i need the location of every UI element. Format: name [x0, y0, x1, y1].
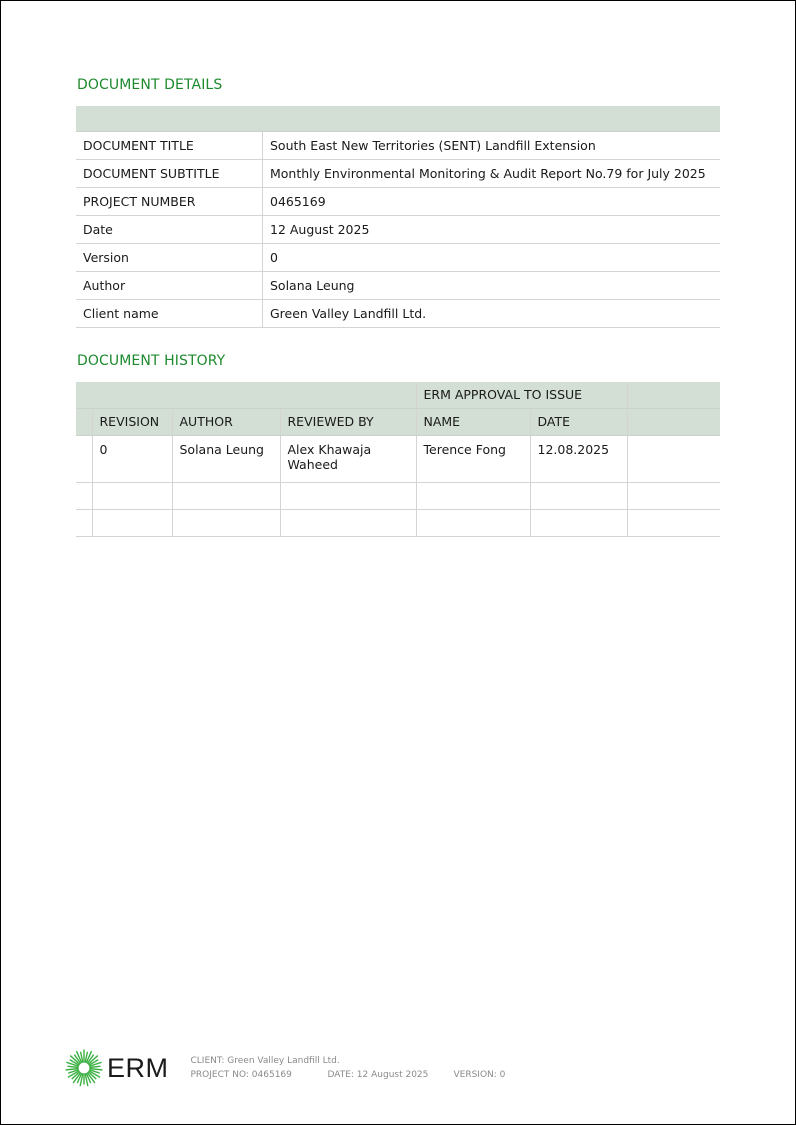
col-header-extra	[627, 409, 720, 436]
details-header-band	[76, 106, 720, 132]
col-header-reviewed-by: REVIEWED BY	[280, 409, 416, 436]
history-extra	[627, 483, 720, 510]
col-header-revision: REVISION	[92, 409, 172, 436]
history-column-header-row	[76, 409, 720, 436]
history-stub	[76, 436, 92, 483]
history-author: Solana Leung	[172, 436, 280, 483]
history-row	[76, 436, 720, 483]
details-row	[76, 216, 720, 244]
footer-info	[191, 1054, 506, 1082]
footer-date: DATE: 12 August 2025	[327, 1070, 429, 1080]
history-revision: 0	[92, 436, 172, 483]
details-row	[76, 272, 720, 300]
history-reviewed-by: Alex Khawaja Waheed	[280, 436, 416, 483]
details-row	[76, 244, 720, 272]
history-approver-name	[416, 510, 530, 537]
history-row	[76, 510, 720, 537]
page-footer	[65, 1049, 505, 1087]
history-group-empty	[627, 382, 720, 409]
details-value: 12 August 2025	[263, 216, 721, 244]
footer-project-no: PROJECT NO: 0465169	[190, 1070, 292, 1080]
history-revision	[92, 483, 172, 510]
details-row	[76, 160, 720, 188]
document-details-heading: DOCUMENT DETAILS	[77, 77, 223, 93]
details-value: Monthly Environmental Monitoring & Audit Report No.79 for July 2025	[263, 160, 721, 188]
history-author	[172, 483, 280, 510]
details-value: South East New Territories (SENT) Landfill Extension	[263, 132, 721, 160]
details-label: Version	[76, 244, 263, 272]
details-label: Date	[76, 216, 263, 244]
details-label: Author	[76, 272, 263, 300]
history-stub-header	[76, 409, 92, 436]
footer-client: CLIENT: Green Valley Landfill Ltd.	[190, 1056, 340, 1066]
col-header-author: AUTHOR	[172, 409, 280, 436]
history-row	[76, 483, 720, 510]
history-stub	[76, 483, 92, 510]
history-date	[530, 510, 627, 537]
details-label: DOCUMENT SUBTITLE	[76, 160, 263, 188]
erm-approval-header: ERM APPROVAL TO ISSUE	[416, 382, 627, 409]
details-value: Solana Leung	[263, 272, 721, 300]
history-extra	[627, 436, 720, 483]
document-details-table	[76, 106, 720, 328]
history-revision	[92, 510, 172, 537]
history-group-header-row	[76, 382, 720, 409]
history-reviewed-by	[280, 483, 416, 510]
details-value: 0	[263, 244, 721, 272]
details-row	[76, 188, 720, 216]
details-label: DOCUMENT TITLE	[76, 132, 263, 160]
document-history-table	[76, 382, 720, 537]
col-header-date: DATE	[530, 409, 627, 436]
history-date: 12.08.2025	[530, 436, 627, 483]
sunburst-icon	[65, 1049, 103, 1087]
history-stub	[76, 510, 92, 537]
details-label: PROJECT NUMBER	[76, 188, 263, 216]
history-date	[530, 483, 627, 510]
details-row	[76, 300, 720, 328]
col-header-name: NAME	[416, 409, 530, 436]
logo-wordmark: ERM	[107, 1052, 169, 1083]
details-value: Green Valley Landfill Ltd.	[263, 300, 721, 328]
history-author	[172, 510, 280, 537]
history-group-spacer	[76, 382, 416, 409]
history-extra	[627, 510, 720, 537]
footer-version: VERSION: 0	[453, 1070, 506, 1080]
details-value: 0465169	[263, 188, 721, 216]
details-label: Client name	[76, 300, 263, 328]
history-approver-name: Terence Fong	[416, 436, 530, 483]
history-reviewed-by	[280, 510, 416, 537]
details-row	[76, 132, 720, 160]
erm-logo	[65, 1049, 169, 1087]
history-approver-name	[416, 483, 530, 510]
document-history-heading: DOCUMENT HISTORY	[77, 353, 226, 369]
